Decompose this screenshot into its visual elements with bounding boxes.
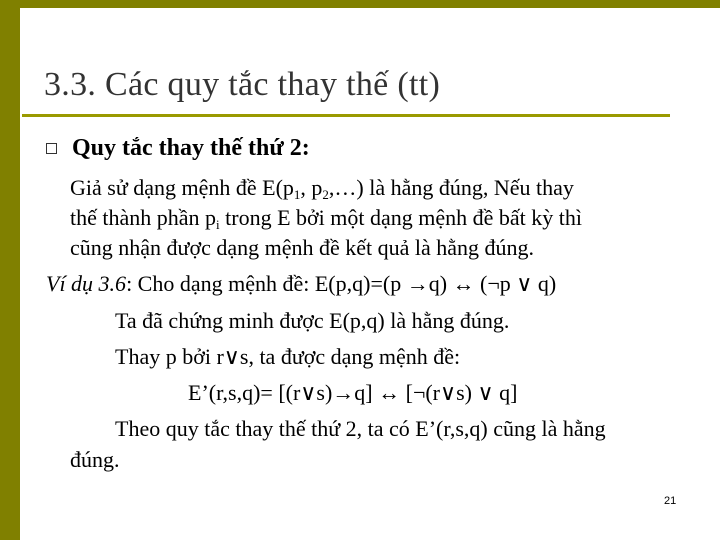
example-intro: Ví dụ 3.6: Cho dạng mệnh đề: E(p,q)=(p →q) ↔ (¬p ∨ q) (46, 271, 557, 296)
left-frame-bar (0, 0, 20, 540)
bullet-heading: Quy tắc thay thế thứ 2: (72, 135, 310, 161)
paragraph-line-3: cũng nhận được dạng mệnh đề kết quả là hằng đúng. (70, 235, 535, 260)
example-formula: E’(r,s,q)= [(r∨s)→q] ↔ [¬(r∨s) ∨ q] (188, 380, 518, 405)
example-label: Ví dụ 3.6 (46, 271, 127, 296)
title-underline (22, 114, 670, 117)
conclusion-line-1: Theo quy tắc thay thế thứ 2, ta có E’(r,s,q) cũng là hằng (115, 416, 606, 441)
paragraph-line-2: thế thành phần $p_i$ trong E bởi một dạng mệnh đề bất kỳ thì (70, 205, 583, 232)
page-number: 21 (664, 495, 677, 507)
example-replace-line: Thay p bởi r∨s, ta được dạng mệnh đề: (115, 344, 461, 369)
paragraph-line-1: Giả sử dạng mệnh đề $E(p_1$, $p_2,\dots$) là hằng đúng, Nếu thay (70, 175, 574, 202)
conclusion-line-2: đúng. (70, 447, 120, 472)
slide-title: 3.3. Các quy tắc thay thế (tt) (44, 66, 441, 103)
example-proved-line: Ta đã chứng minh được E(p,q) là hằng đúng. (115, 308, 510, 333)
top-frame-bar (20, 0, 720, 8)
square-bullet-icon (46, 143, 57, 154)
